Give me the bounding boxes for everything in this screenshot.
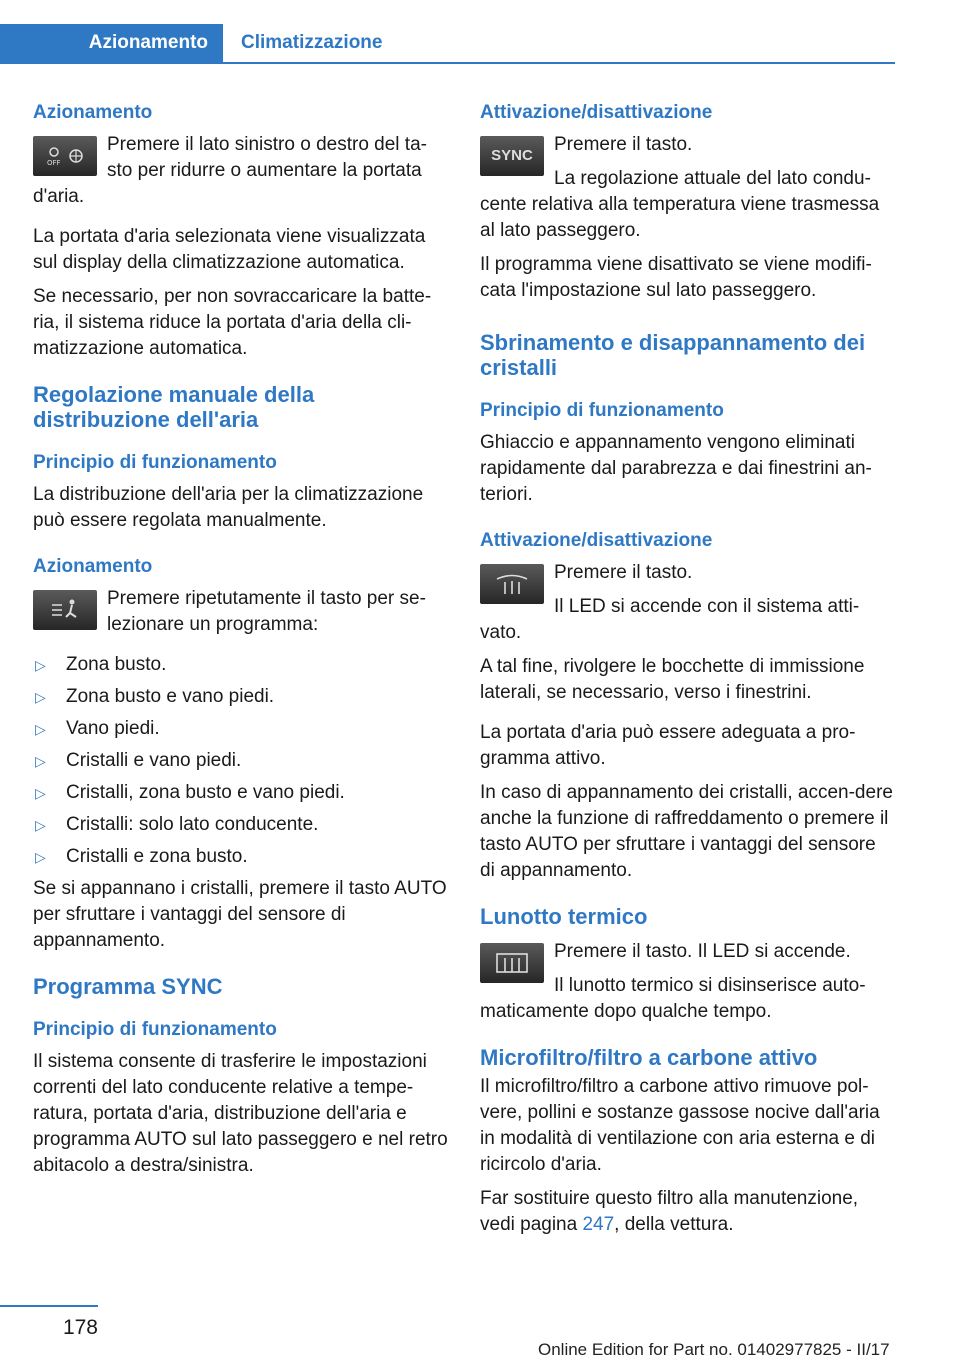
paragraph: A tal fine, rivolgere le bocchette di immissione laterali, se necessario, verso i finestrini. — [480, 656, 865, 703]
list-item: ▷ Cristalli e vano piedi. — [33, 748, 448, 780]
list-item: ▷ Cristalli e zona busto. — [33, 844, 448, 876]
front-defrost-icon — [480, 564, 544, 604]
paragraph: Se necessario, per non sovraccaricare la batte‐ria, il sistema riduce la portata d'aria della cli‐matizzazione automatica. — [33, 286, 432, 359]
heading-microfiltro: Microfiltro/filtro a carbone attivo — [480, 1045, 818, 1070]
azionamento-2-text: Premere ripetutamente il tasto per se‐lezionare un programma: — [107, 588, 426, 635]
triangle-bullet-icon: ▷ — [35, 817, 46, 833]
heading-attivazione: Attivazione/disattivazione — [480, 102, 713, 123]
page-link[interactable]: 247 — [582, 1214, 615, 1235]
paragraph: Il sistema consente di trasferire le impostazioni correnti del lato conducente relative a tempe‐ratura, portata d'aria, distribuzione dell'aria e programma AUTO sul lato passeggero e nel retro abitacolo a destra/sinistra. — [33, 1051, 448, 1176]
tab-climatizzazione[interactable]: Climatizzazione — [241, 32, 383, 53]
azionamento-text-cont: d'aria. — [33, 186, 85, 207]
heading-azionamento-2: Azionamento — [33, 556, 153, 577]
attivazione-cont: cente relativa alla temperatura viene trasmessa al lato passeggero. — [480, 194, 880, 241]
triangle-bullet-icon: ▷ — [35, 689, 46, 705]
header-tabs — [0, 24, 895, 64]
paragraph: Il programma viene disattivato se viene modifi‐cata l'impostazione sul lato passeggero. — [480, 254, 872, 301]
attivazione-2-l1: Premere il tasto. — [554, 562, 693, 583]
lunotto-cont: maticamente dopo qualche tempo. — [480, 1001, 772, 1022]
paragraph: Il microfiltro/filtro a carbone attivo rimuove pol‐vere, pollini e sostanze gassose nocive dall'aria in modalità di ventilazione con aria esterna e di ricircolo d'aria. — [480, 1076, 880, 1175]
program-list — [33, 652, 448, 876]
heading-lunotto: Lunotto termico — [480, 904, 648, 929]
heading-principio: Principio di funzionamento — [33, 452, 277, 473]
triangle-bullet-icon: ▷ — [35, 849, 46, 865]
right-column — [480, 100, 895, 1246]
triangle-bullet-icon: ▷ — [35, 721, 46, 737]
list-item: ▷ Cristalli: solo lato conducente. — [33, 812, 448, 844]
heading-regolazione: Regolazione manuale della distribuzione dell'aria — [33, 382, 315, 432]
svg-text:OFF: OFF — [47, 159, 61, 167]
paragraph: Ghiaccio e appannamento vengono eliminati rapidamente dal parabrezza e dai finestrini an‐teriori. — [480, 432, 872, 505]
triangle-bullet-icon: ▷ — [35, 657, 46, 673]
list-item: ▷ Vano piedi. — [33, 716, 448, 748]
heading-principio-2: Principio di funzionamento — [33, 1019, 277, 1040]
attivazione-2-l2: Il LED si accende con il sistema atti‐ — [554, 596, 860, 617]
heading-sync: Programma SYNC — [33, 974, 223, 999]
list-item: ▷ Zona busto. — [33, 652, 448, 684]
triangle-bullet-icon: ▷ — [35, 785, 46, 801]
lunotto-l1: Premere il tasto. Il LED si accende. — [554, 941, 851, 962]
heading-attivazione-2: Attivazione/disattivazione — [480, 530, 713, 551]
paragraph: La portata d'aria può essere adeguata a pro‐gramma attivo. — [480, 722, 856, 769]
azionamento-text: Premere il lato sinistro o destro del ta‐sto per ridurre o aumentare la portata — [107, 134, 427, 181]
paragraph: La portata d'aria selezionata viene visualizzata sul display della climatizzazione automatica. — [33, 226, 426, 273]
edition-note: Online Edition for Part no. 01402977825 - II/17 — [538, 1340, 890, 1359]
list-item: ▷ Cristalli, zona busto e vano piedi. — [33, 780, 448, 812]
tab-azionamento[interactable]: Azionamento — [0, 24, 223, 62]
fan-off-icon — [33, 136, 97, 176]
paragraph: Se si appannano i cristalli, premere il tasto AUTO per sfruttare i vantaggi del sensore di appannamento. — [33, 878, 447, 951]
heading-azionamento: Azionamento — [33, 102, 153, 123]
lunotto-l2: Il lunotto termico si disinserisce auto‐ — [554, 975, 866, 996]
air-distribution-icon — [33, 590, 97, 630]
footer-divider — [0, 1305, 98, 1307]
left-column — [33, 100, 448, 1187]
triangle-bullet-icon: ▷ — [35, 753, 46, 769]
paragraph: La distribuzione dell'aria per la climatizzazione può essere regolata manualmente. — [33, 484, 424, 531]
heading-principio-r: Principio di funzionamento — [480, 400, 724, 421]
attivazione-l1: Premere il tasto. — [554, 134, 693, 155]
sync-button-icon: SYNC — [480, 136, 544, 176]
list-item: ▷ Zona busto e vano piedi. — [33, 684, 448, 716]
rear-defrost-icon — [480, 943, 544, 983]
attivazione-2-cont: vato. — [480, 622, 522, 643]
paragraph: Far sostituire questo filtro alla manutenzione, vedi pagina 247, della vettura. — [480, 1188, 859, 1235]
page-number: 178 — [62, 1316, 98, 1339]
heading-sbrinamento: Sbrinamento e disappannamento dei cristalli — [480, 330, 866, 380]
attivazione-l2: La regolazione attuale del lato condu‐ — [554, 168, 871, 189]
paragraph: In caso di appannamento dei cristalli, accen‐dere anche la funzione di raffreddamento o premere il tasto AUTO per sfruttare i vantaggi del sensore di appannamento. — [480, 782, 893, 881]
